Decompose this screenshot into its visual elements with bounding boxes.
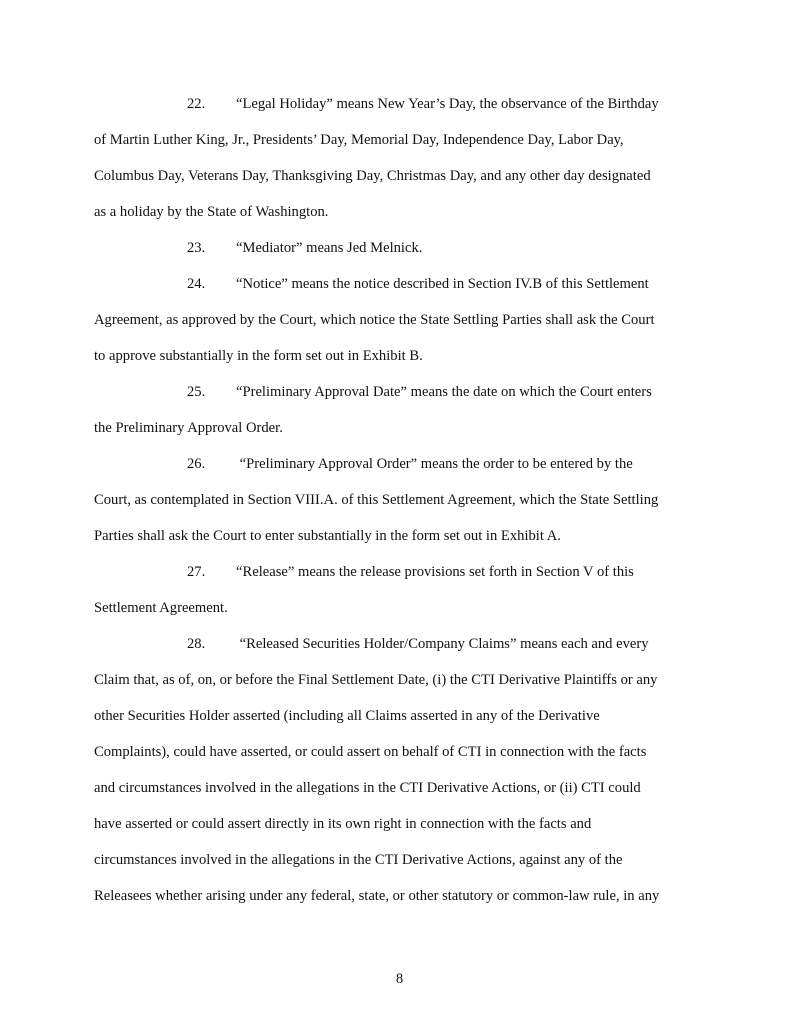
paragraph-line: Parties shall ask the Court to enter substantially in the form set out in Exhibit A. [94,528,561,544]
page-number: 8 [395,971,404,987]
paragraph-number: 28. [187,636,206,652]
paragraph-line: Settlement Agreement. [94,600,228,616]
paragraph-line: Columbus Day, Veterans Day, Thanksgiving Day, Christmas Day, and any other day designated [94,168,651,184]
paragraph-number: 25. [187,384,206,400]
paragraph-line: “Legal Holiday” means New Year’s Day, the observance of the Birthday [236,96,659,112]
paragraph-line: as a holiday by the State of Washington. [94,204,329,220]
paragraph-line: “Released Securities Holder/Company Claims” means each and every [236,636,649,652]
paragraph-line: “Preliminary Approval Order” means the order to be entered by the [236,456,633,472]
paragraph-number: 24. [187,276,206,292]
paragraph-number: 26. [187,456,206,472]
paragraph-line: Court, as contemplated in Section VIII.A. of this Settlement Agreement, which the State Settling [94,492,659,508]
paragraph-number: 23. [187,240,206,256]
paragraph-line: “Release” means the release provisions set forth in Section V of this [236,564,634,580]
paragraph-line: and circumstances involved in the allegations in the CTI Derivative Actions, or (ii) CTI could [94,780,641,796]
paragraph-line: to approve substantially in the form set out in Exhibit B. [94,348,423,364]
paragraph-line: Complaints), could have asserted, or could assert on behalf of CTI in connection with the facts [94,744,647,760]
paragraph-number: 27. [187,564,206,580]
paragraph-line: of Martin Luther King, Jr., Presidents’ Day, Memorial Day, Independence Day, Labor Day, [94,132,624,148]
paragraph-line: Releasees whether arising under any federal, state, or other statutory or common-law rule, in any [94,888,660,904]
paragraph-line: circumstances involved in the allegations in the CTI Derivative Actions, against any of the [94,852,623,868]
paragraph-line: have asserted or could assert directly in its own right in connection with the facts and [94,816,592,832]
paragraph-number: 22. [187,96,206,112]
paragraph-line: “Mediator” means Jed Melnick. [236,240,423,256]
paragraph-line: Agreement, as approved by the Court, which notice the State Settling Parties shall ask the Court [94,312,655,328]
paragraph-line: the Preliminary Approval Order. [94,420,283,436]
paragraph-line: “Preliminary Approval Date” means the date on which the Court enters [236,384,652,400]
paragraph-line: Claim that, as of, on, or before the Final Settlement Date, (i) the CTI Derivative Plaintiffs or any [94,672,658,688]
paragraph-line: “Notice” means the notice described in Section IV.B of this Settlement [236,276,649,292]
paragraph-line: other Securities Holder asserted (including all Claims asserted in any of the Derivative [94,708,600,724]
